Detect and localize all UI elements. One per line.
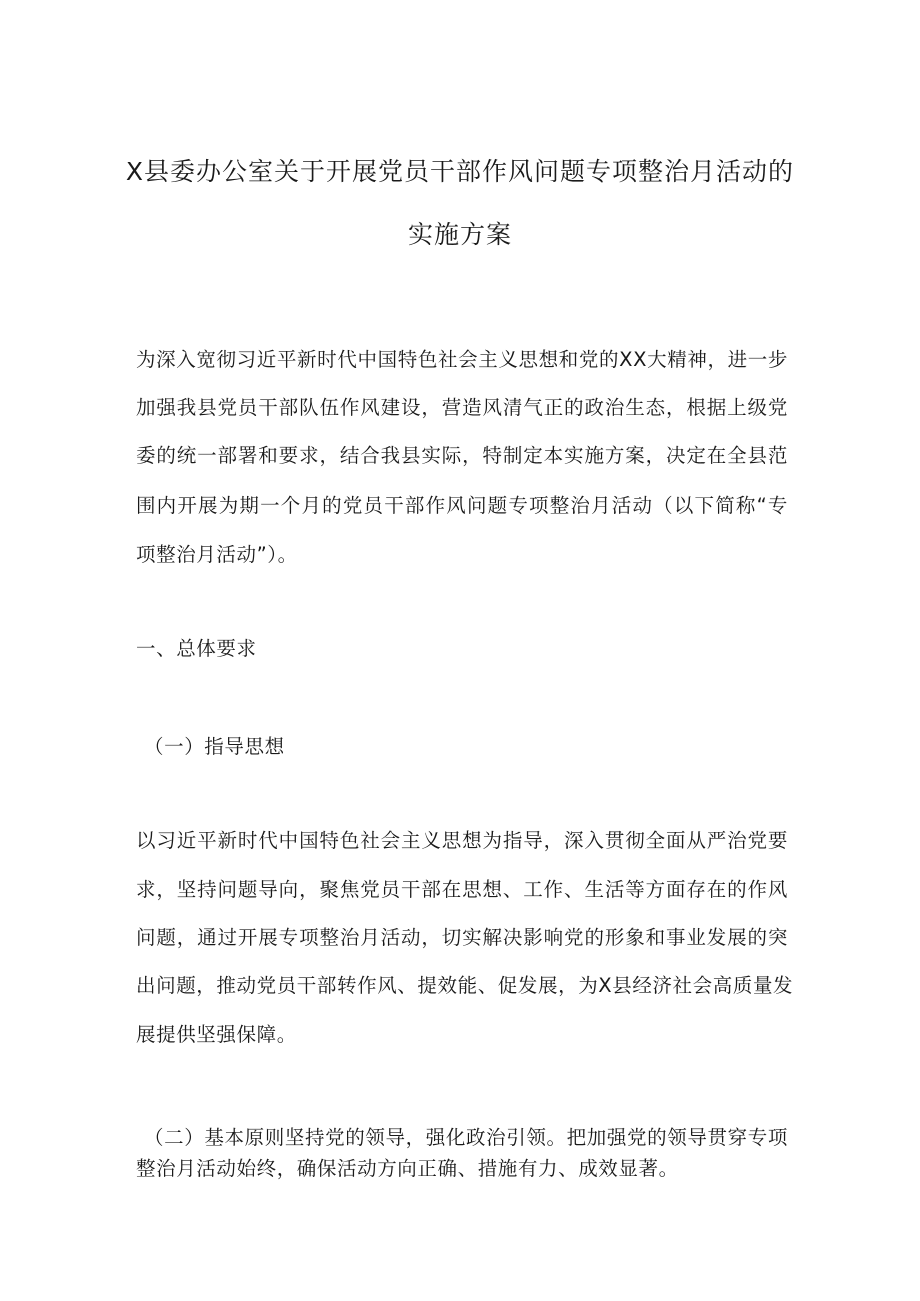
section-heading-general-requirements: 一、总体要求 — [136, 637, 257, 660]
document-title-line-1: X县委办公室关于开展党员干部作风问题专项整治月活动的 — [125, 157, 795, 186]
intro-line: 项整治月活动”）。 — [136, 543, 298, 566]
paragraph-line: 展提供坚强保障。 — [136, 1023, 297, 1046]
paragraph-line: 求，坚持问题导向，聚焦党员干部在思想、工作、生活等方面存在的作风 — [136, 878, 788, 901]
subsection-heading-guiding-ideology: （一）指导思想 — [144, 735, 285, 758]
paragraph-line: 以习近平新时代中国特色社会主义思想为指导，深入贯彻全面从严治党要 — [136, 829, 788, 852]
paragraph-line: 出问题，推动党员干部转作风、提效能、促发展，为X县经济社会高质量发 — [136, 974, 794, 997]
intro-line: 委的统一部署和要求，结合我县实际，特制定本实施方案，决定在全县范 — [136, 444, 788, 467]
paragraph-line: 问题，通过开展专项整治月活动，切实解决影响党的形象和事业发展的突 — [136, 926, 788, 949]
paragraph-line: 整治月活动始终，确保活动方向正确、措施有力、成效显著。 — [136, 1157, 679, 1180]
document-title-line-2: 实施方案 — [407, 220, 512, 249]
paragraph-line: （二）基本原则坚持党的领导，强化政治引领。把加强党的领导贯穿专项 — [144, 1126, 788, 1149]
intro-line: 围内开展为期一个月的党员干部作风问题专项整治月活动（以下简称“专 — [136, 494, 788, 517]
intro-line: 为深入宽彻习近平新时代中国特色社会主义思想和党的XX大精神，进一步 — [136, 348, 788, 371]
intro-line: 加强我县党员干部队伍作风建设，营造风清气正的政治生态，根据上级党 — [136, 396, 788, 419]
